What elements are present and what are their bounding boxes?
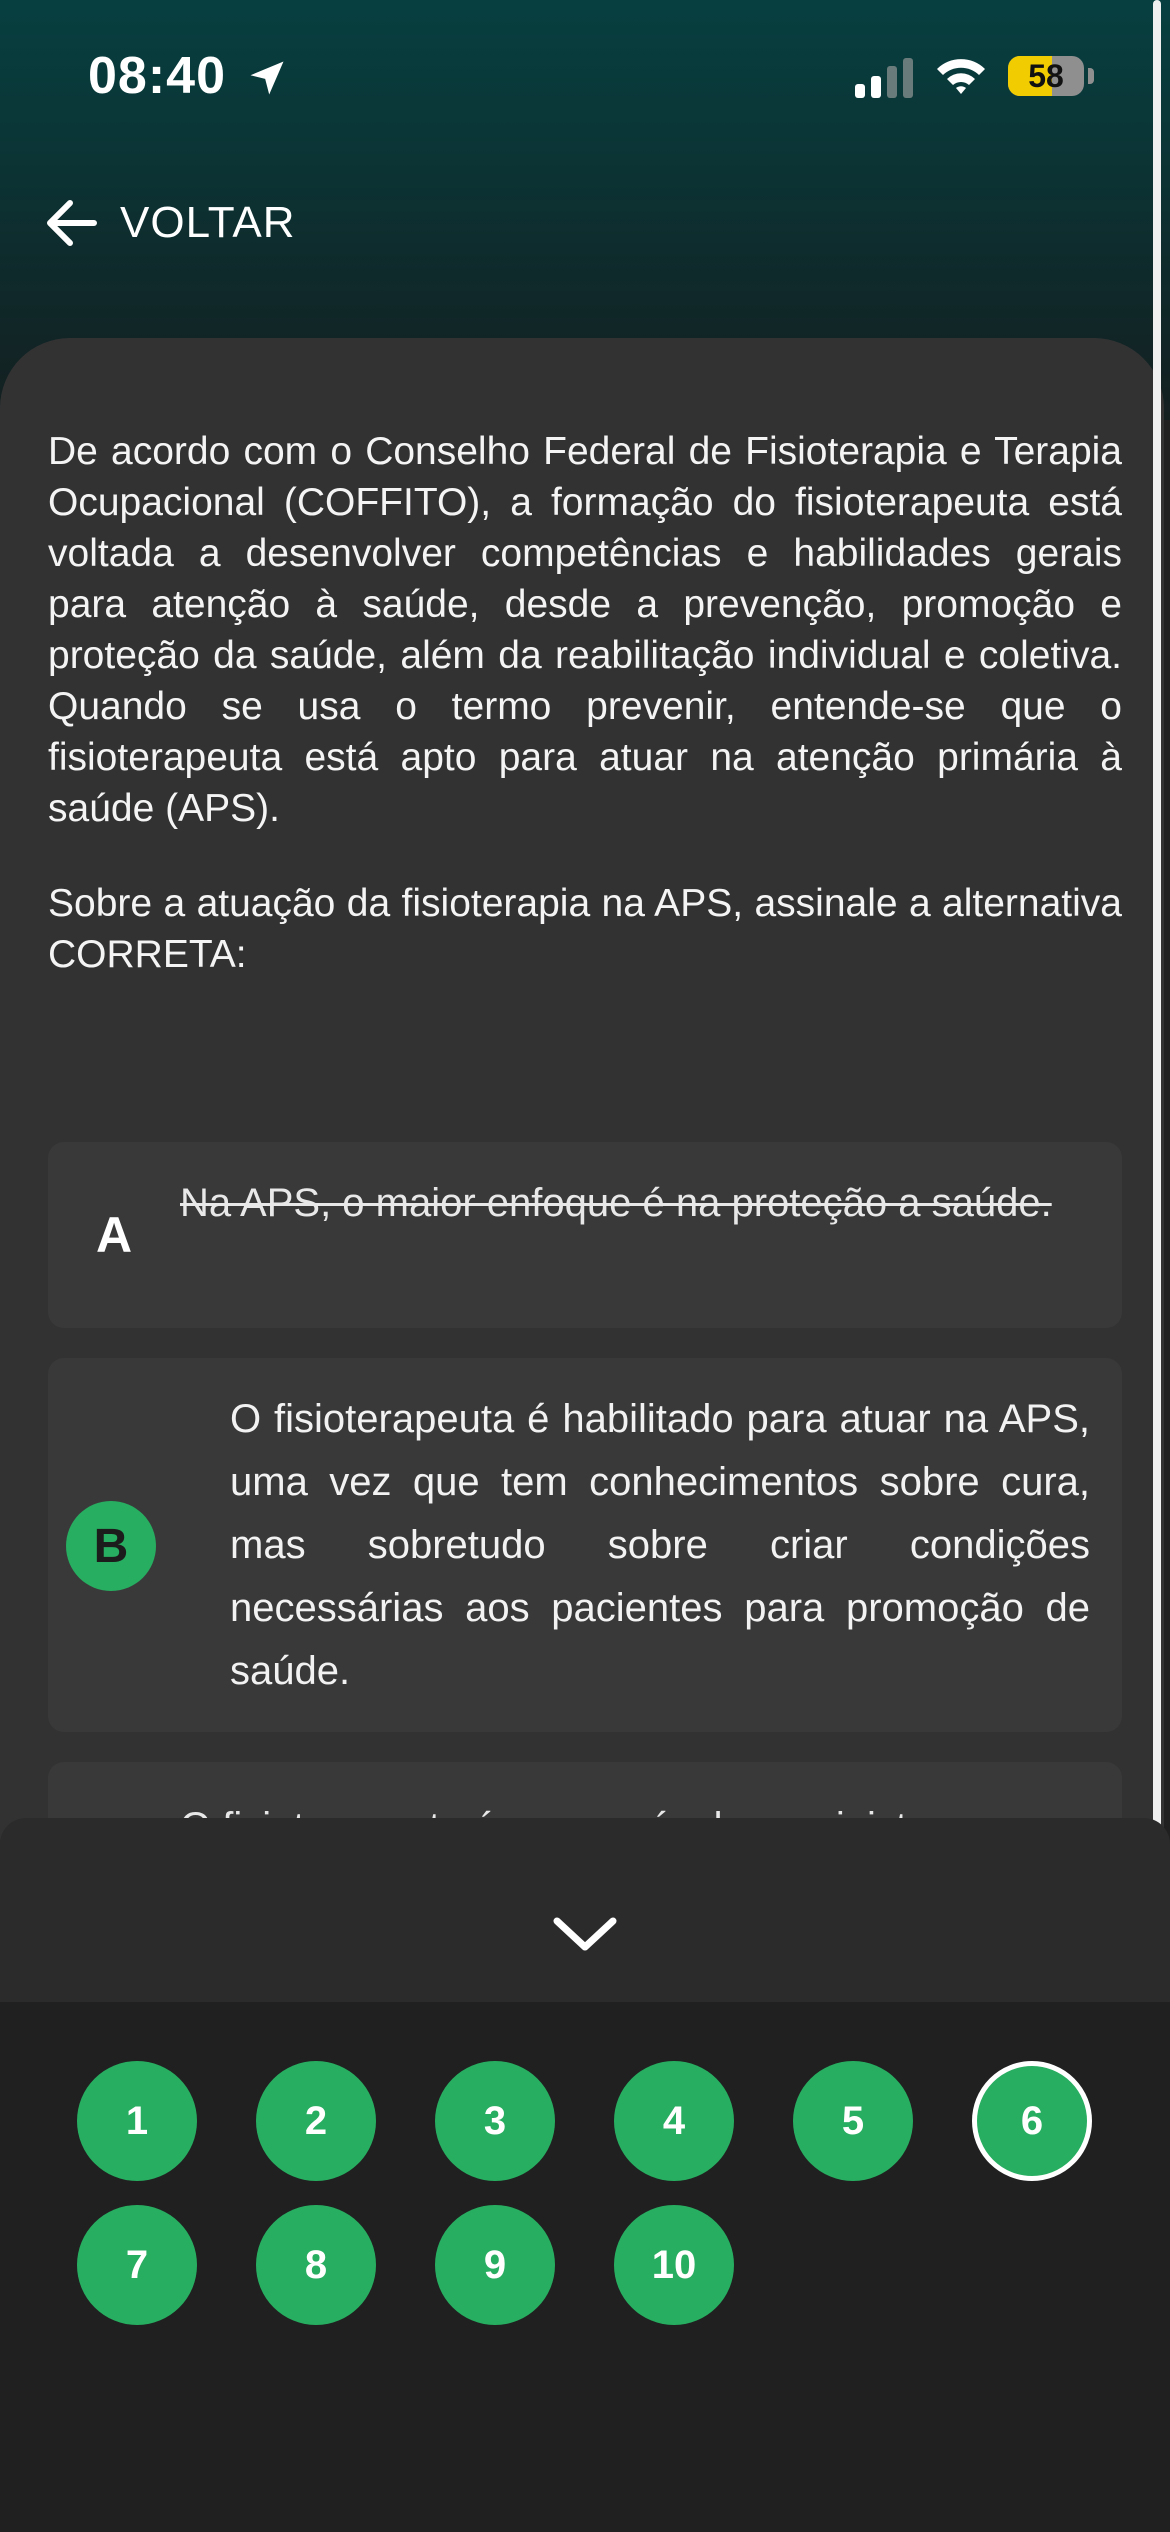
back-label: VOLTAR xyxy=(120,198,296,247)
status-time: 08:40 xyxy=(88,47,226,105)
option-b-selected-badge: B xyxy=(66,1501,156,1591)
option-a[interactable] xyxy=(48,1142,1122,1328)
cellular-signal-icon xyxy=(855,58,915,98)
battery-icon xyxy=(1008,56,1084,96)
question-number-2[interactable]: 2 xyxy=(256,2061,376,2181)
status-bar xyxy=(0,0,1170,150)
chevron-down-icon[interactable] xyxy=(545,1903,625,1963)
question-number-4[interactable]: 4 xyxy=(614,2061,734,2181)
question-number-6-current[interactable]: 6 xyxy=(972,2061,1092,2181)
question-number-5[interactable]: 5 xyxy=(793,2061,913,2181)
battery-tip xyxy=(1088,68,1094,84)
question-paragraph-2: Sobre a atuação da fisioterapia na APS, assinale a alternativa CORRETA: xyxy=(48,882,1122,976)
option-a-letter: A xyxy=(96,1207,133,1263)
question-number-10[interactable]: 10 xyxy=(614,2205,734,2325)
back-button[interactable] xyxy=(40,188,296,258)
question-number-9[interactable]: 9 xyxy=(435,2205,555,2325)
question-card xyxy=(0,338,1164,1938)
question-number-7[interactable]: 7 xyxy=(77,2205,197,2325)
wifi-icon xyxy=(935,54,987,98)
battery-percentage: 58 xyxy=(1028,57,1064,94)
scrollbar[interactable] xyxy=(1153,0,1161,1900)
location-arrow-icon xyxy=(245,56,289,100)
question-text xyxy=(48,426,1122,1024)
question-number-1[interactable]: 1 xyxy=(77,2061,197,2181)
question-number-8[interactable]: 8 xyxy=(256,2205,376,2325)
question-drawer-header xyxy=(0,1818,1170,2002)
arrow-left-icon xyxy=(40,191,104,255)
option-a-text: Na APS, o maior enfoque é na proteção a saúde. xyxy=(180,1181,1052,1225)
question-navigator xyxy=(0,2002,1170,2532)
question-number-3[interactable]: 3 xyxy=(435,2061,555,2181)
question-paragraph-1: De acordo com o Conselho Federal de Fisioterapia e Terapia Ocupacional (COFFITO), a formação do fisioterapeuta está voltada a desenvolver competências e habilidades gerais para atenção à saúde, desde a prevenção, promoção e proteção da saúde, além da reabilitação individual e coletiva. Quando se usa o termo prevenir, entende-se que o fisioterapeuta está apto para atuar na atenção primária à saúde (APS). xyxy=(48,430,1122,830)
option-b-text: O fisioterapeuta é habilitado para atuar na APS, uma vez que tem conhecimentos sobre cura, mas sobretudo sobre criar condições necessárias aos pacientes para promoção de saúde. xyxy=(230,1397,1090,1693)
option-b[interactable] xyxy=(48,1358,1122,1732)
